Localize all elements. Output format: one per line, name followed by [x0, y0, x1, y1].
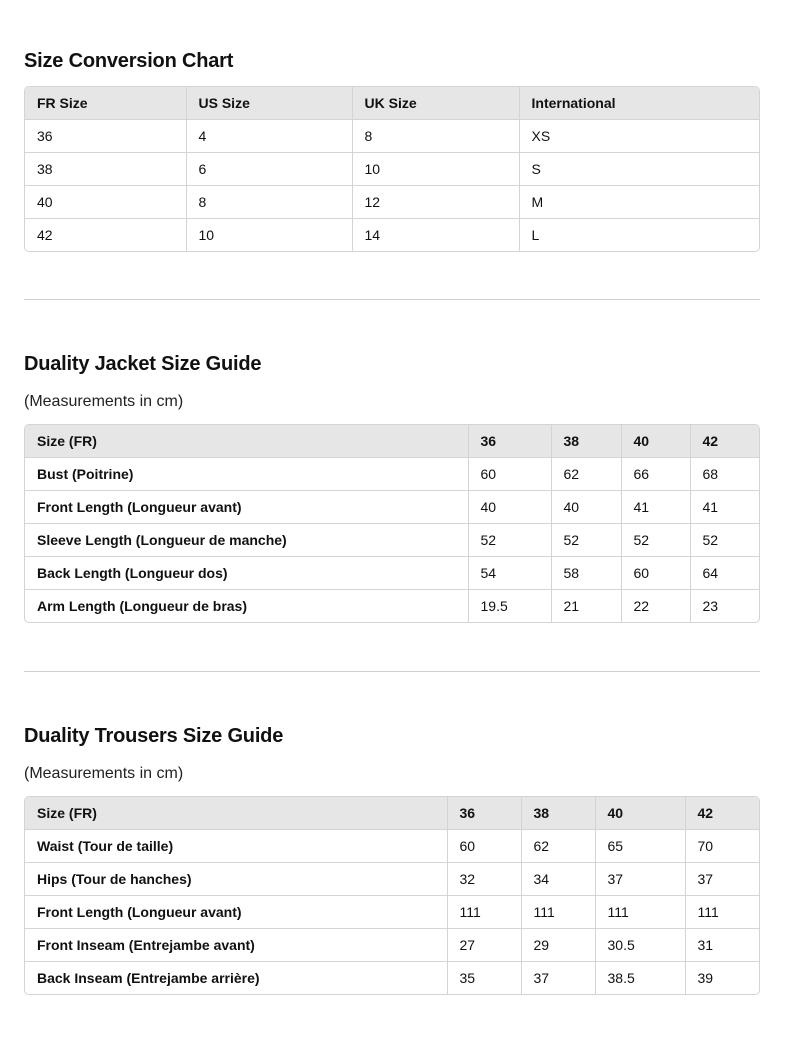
column-header: International — [519, 87, 759, 119]
table-cell: 21 — [551, 589, 621, 622]
column-header: 36 — [447, 797, 521, 829]
table-cell: 6 — [186, 152, 352, 185]
table-cell: 111 — [685, 895, 759, 928]
jacket-section — [24, 352, 760, 623]
table-cell: 52 — [551, 523, 621, 556]
table-cell: 54 — [468, 556, 551, 589]
table-cell: 66 — [621, 457, 690, 490]
table-cell: 58 — [551, 556, 621, 589]
table-cell: 38 — [25, 152, 186, 185]
jacket-header-row — [25, 425, 759, 457]
table-cell: 111 — [595, 895, 685, 928]
table-cell: 60 — [447, 829, 521, 862]
table-cell: 34 — [521, 862, 595, 895]
table-cell: 62 — [521, 829, 595, 862]
table-cell: 39 — [685, 961, 759, 994]
conversion-header-row — [25, 87, 759, 119]
conversion-section — [24, 49, 760, 252]
table-cell: 29 — [521, 928, 595, 961]
table-row — [25, 523, 759, 556]
row-label: Hips (Tour de hanches) — [25, 862, 447, 895]
jacket-table-wrapper — [24, 424, 760, 623]
table-cell: 40 — [551, 490, 621, 523]
table-cell: 30.5 — [595, 928, 685, 961]
row-label: Bust (Poitrine) — [25, 457, 468, 490]
table-cell: 22 — [621, 589, 690, 622]
jacket-title: Duality Jacket Size Guide — [24, 353, 262, 375]
table-cell: 12 — [352, 185, 519, 218]
column-header: 38 — [521, 797, 595, 829]
table-row — [25, 185, 759, 218]
row-label: Front Inseam (Entrejambe avant) — [25, 928, 447, 961]
table-row — [25, 218, 759, 251]
trousers-table-wrapper — [24, 796, 760, 995]
table-cell: 31 — [685, 928, 759, 961]
section-divider — [24, 671, 760, 672]
column-header: 40 — [595, 797, 685, 829]
table-row — [25, 589, 759, 622]
column-header: FR Size — [25, 87, 186, 119]
table-cell: M — [519, 185, 759, 218]
table-cell: 10 — [352, 152, 519, 185]
table-cell: 52 — [621, 523, 690, 556]
table-cell: L — [519, 218, 759, 251]
row-label: Front Length (Longueur avant) — [25, 490, 468, 523]
conversion-title: Size Conversion Chart — [24, 50, 234, 72]
table-cell: 10 — [186, 218, 352, 251]
column-header: 40 — [621, 425, 690, 457]
table-cell: 40 — [468, 490, 551, 523]
trousers-section — [24, 724, 760, 995]
row-label: Waist (Tour de taille) — [25, 829, 447, 862]
table-cell: 60 — [621, 556, 690, 589]
conversion-table-wrapper — [24, 86, 760, 252]
table-cell: 52 — [690, 523, 759, 556]
table-cell: XS — [519, 119, 759, 152]
table-cell: 36 — [25, 119, 186, 152]
table-cell: 111 — [447, 895, 521, 928]
table-row — [25, 457, 759, 490]
table-cell: 62 — [551, 457, 621, 490]
table-cell: 4 — [186, 119, 352, 152]
section-divider — [24, 299, 760, 300]
table-cell: 68 — [690, 457, 759, 490]
table-cell: 52 — [468, 523, 551, 556]
column-header: 42 — [690, 425, 759, 457]
table-cell: 14 — [352, 218, 519, 251]
conversion-table — [25, 87, 759, 251]
table-cell: 37 — [521, 961, 595, 994]
trousers-title: Duality Trousers Size Guide — [24, 725, 284, 747]
column-header: UK Size — [352, 87, 519, 119]
table-row — [25, 152, 759, 185]
table-row — [25, 862, 759, 895]
table-cell: 65 — [595, 829, 685, 862]
column-header: Size (FR) — [25, 425, 468, 457]
trousers-units-note: (Measurements in cm) — [24, 765, 184, 782]
row-label: Arm Length (Longueur de bras) — [25, 589, 468, 622]
jacket-units-note: (Measurements in cm) — [24, 393, 184, 410]
table-cell: 37 — [595, 862, 685, 895]
row-label: Front Length (Longueur avant) — [25, 895, 447, 928]
trousers-header-row — [25, 797, 759, 829]
table-row — [25, 961, 759, 994]
column-header: 38 — [551, 425, 621, 457]
table-row — [25, 928, 759, 961]
table-cell: 40 — [25, 185, 186, 218]
table-cell: 60 — [468, 457, 551, 490]
table-row — [25, 119, 759, 152]
table-cell: 8 — [352, 119, 519, 152]
row-label: Back Length (Longueur dos) — [25, 556, 468, 589]
table-cell: 8 — [186, 185, 352, 218]
table-cell: 111 — [521, 895, 595, 928]
table-cell: 42 — [25, 218, 186, 251]
table-row — [25, 895, 759, 928]
table-cell: 35 — [447, 961, 521, 994]
column-header: 36 — [468, 425, 551, 457]
table-cell: 64 — [690, 556, 759, 589]
column-header: 42 — [685, 797, 759, 829]
table-cell: 19.5 — [468, 589, 551, 622]
column-header: Size (FR) — [25, 797, 447, 829]
table-row — [25, 829, 759, 862]
table-cell: S — [519, 152, 759, 185]
column-header: US Size — [186, 87, 352, 119]
table-row — [25, 490, 759, 523]
table-cell: 38.5 — [595, 961, 685, 994]
jacket-table — [25, 425, 759, 622]
table-row — [25, 556, 759, 589]
table-cell: 70 — [685, 829, 759, 862]
table-cell: 41 — [621, 490, 690, 523]
table-cell: 37 — [685, 862, 759, 895]
table-cell: 27 — [447, 928, 521, 961]
table-cell: 23 — [690, 589, 759, 622]
trousers-table — [25, 797, 759, 994]
table-cell: 41 — [690, 490, 759, 523]
table-cell: 32 — [447, 862, 521, 895]
row-label: Sleeve Length (Longueur de manche) — [25, 523, 468, 556]
row-label: Back Inseam (Entrejambe arrière) — [25, 961, 447, 994]
